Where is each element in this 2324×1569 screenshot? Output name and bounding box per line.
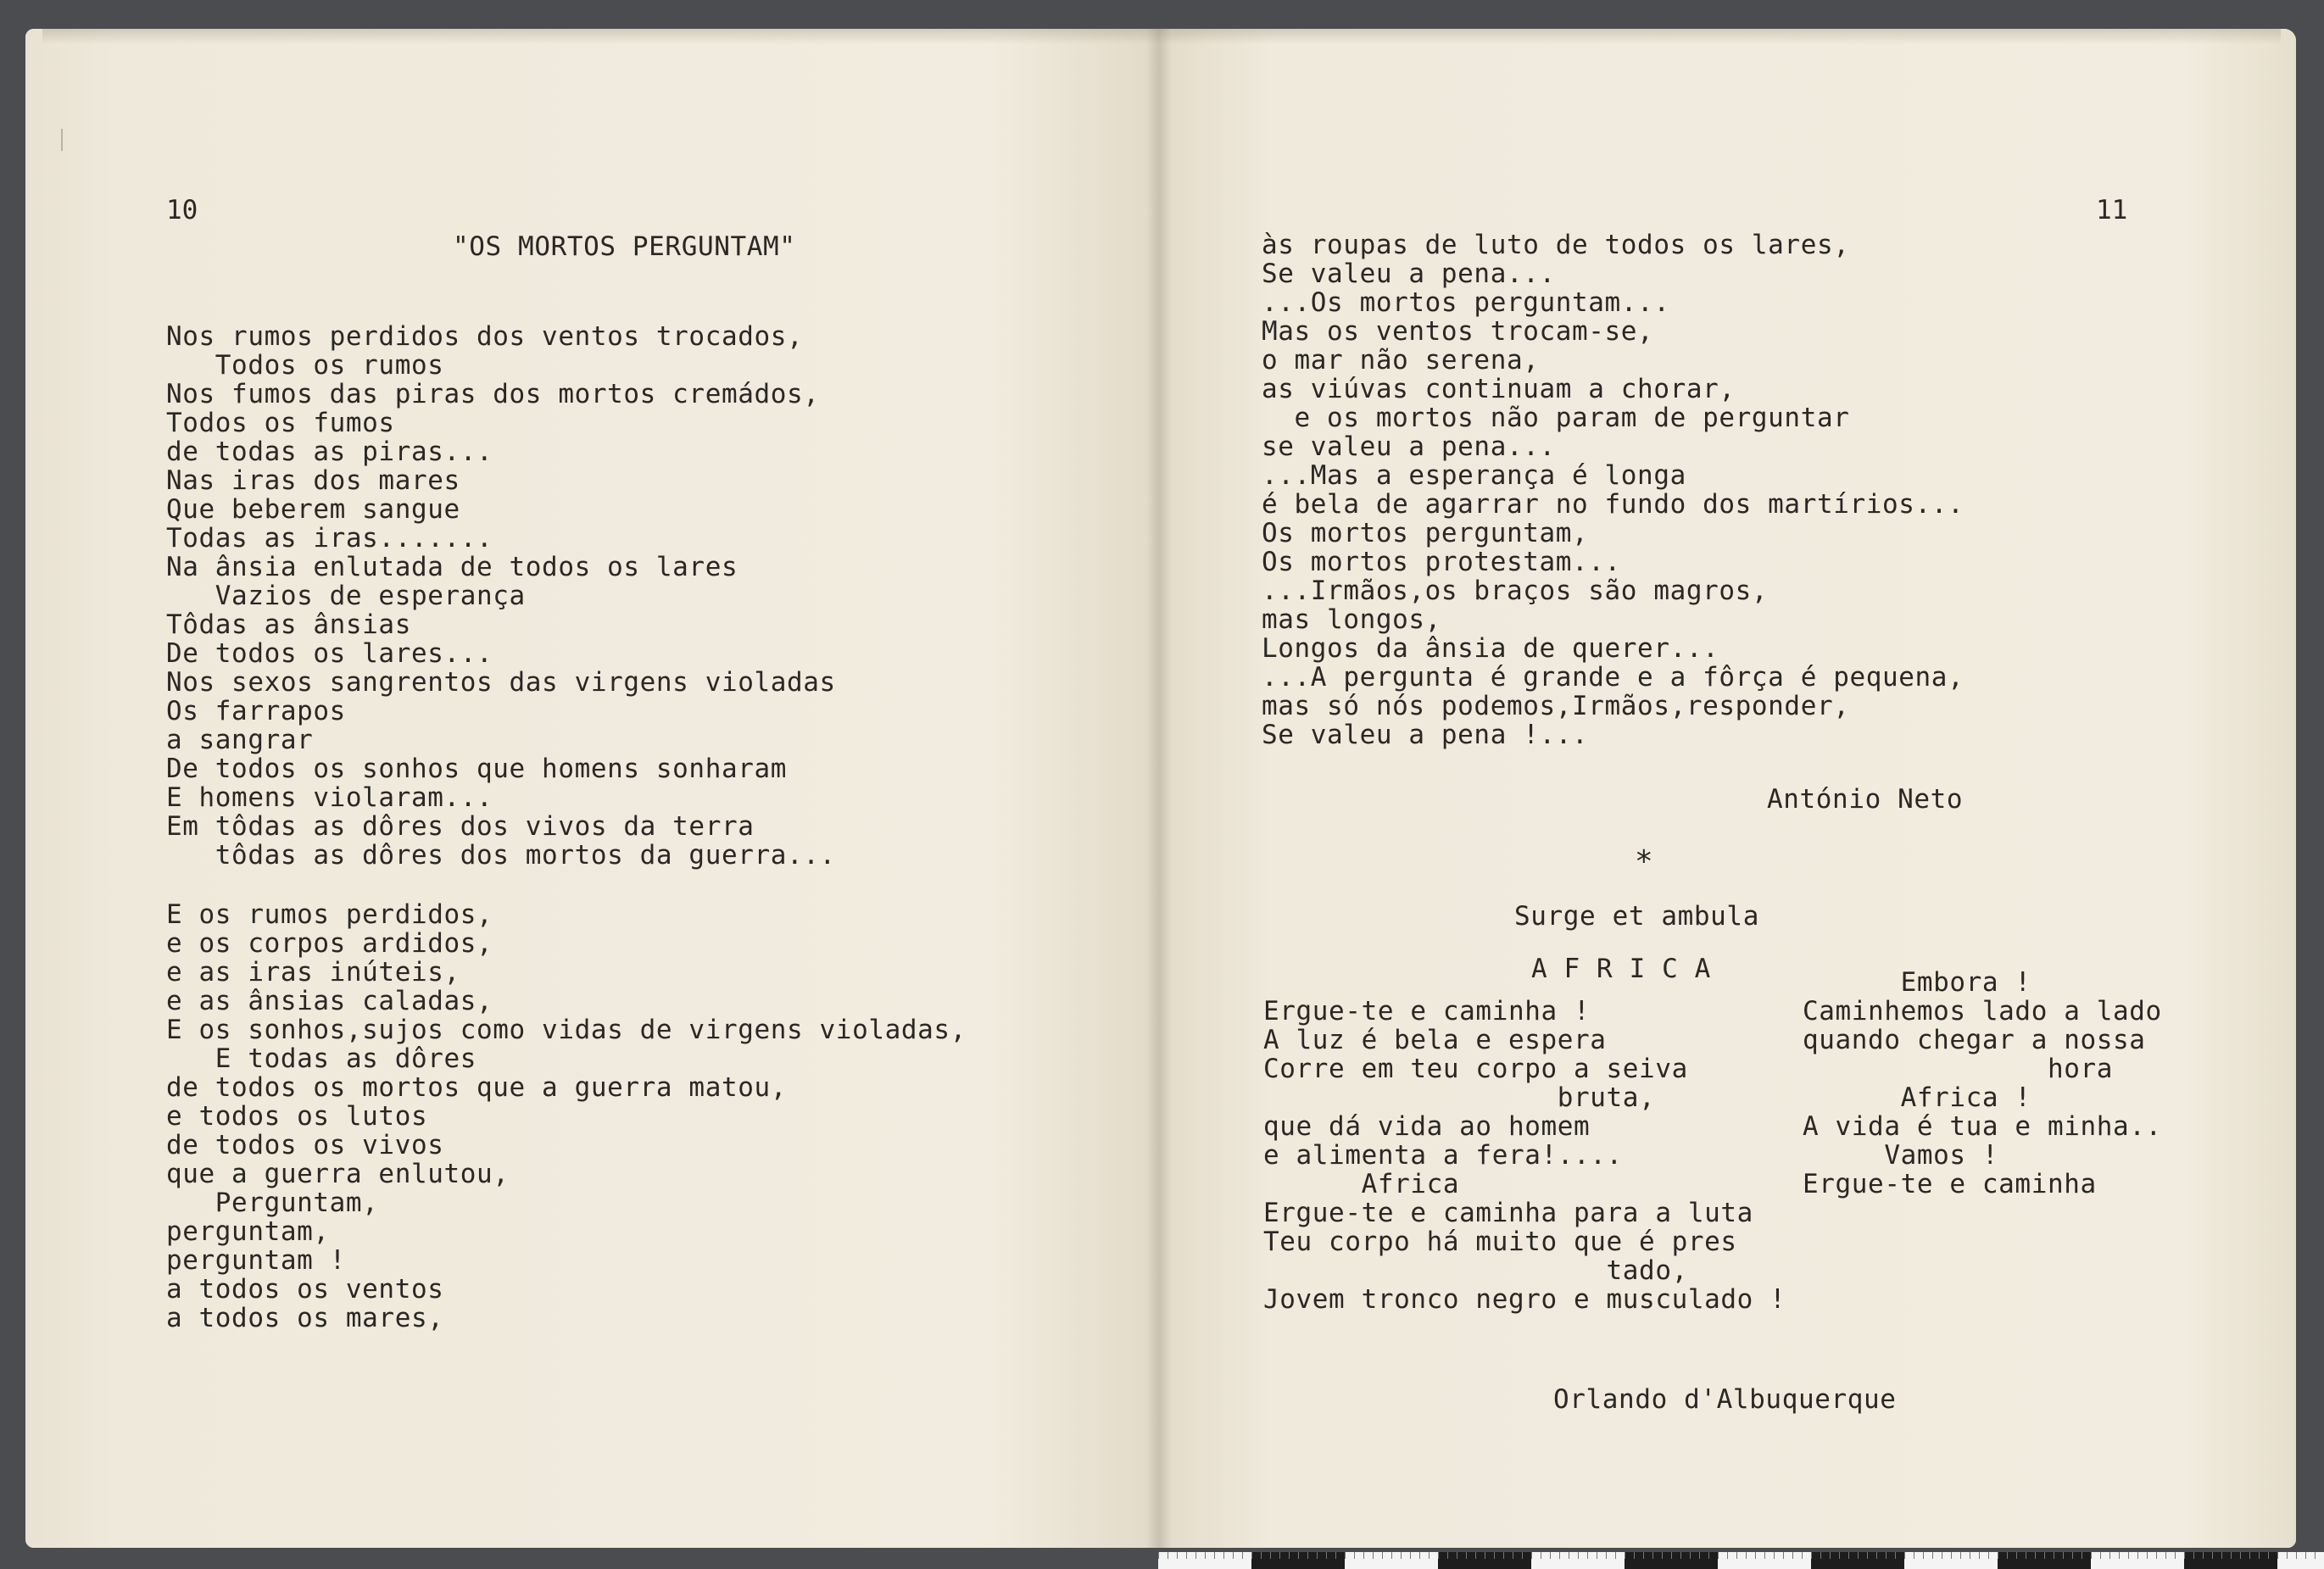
poem-line: a todos os ventos bbox=[166, 1274, 444, 1305]
poem-line: E todas as dôres bbox=[166, 1043, 477, 1074]
poem-line: Embora ! bbox=[1803, 967, 2031, 998]
poem-line: Africa ! bbox=[1803, 1082, 2031, 1113]
poem-line: E os rumos perdidos, bbox=[166, 899, 493, 930]
poem-line: e as ânsias caladas, bbox=[166, 986, 493, 1016]
poem-line: Vazios de esperança bbox=[166, 581, 526, 611]
africa-right-column bbox=[1803, 968, 2162, 1199]
poem-line: Ergue-te e caminha bbox=[1803, 1169, 2097, 1199]
left-stanza-1 bbox=[166, 322, 836, 870]
poem-line: De todos os lares... bbox=[166, 638, 493, 669]
poem-line: Todos os rumos bbox=[166, 350, 444, 381]
poem-line: Os mortos protestam... bbox=[1262, 547, 1621, 577]
author-antonio-neto: António Neto bbox=[1767, 784, 1964, 815]
left-stanza-2 bbox=[166, 900, 967, 1333]
poem-line: a todos os mares, bbox=[166, 1303, 444, 1333]
poem-line: o mar não serena, bbox=[1262, 345, 1540, 376]
poem-line: é bela de agarrar no fundo dos martírios... bbox=[1262, 489, 1965, 520]
poem-line: que dá vida ao homem bbox=[1263, 1111, 1591, 1142]
poem-line: Se valeu a pena... bbox=[1262, 259, 1556, 289]
poem-line: mas só nós podemos,Irmãos,responder, bbox=[1262, 691, 1850, 721]
poem-line: De todos os sonhos que homens sonharam bbox=[166, 754, 788, 784]
africa-left-column bbox=[1263, 997, 1786, 1314]
poem-line: a sangrar bbox=[166, 725, 314, 755]
poem-line: Nos rumos perdidos dos ventos trocados, bbox=[166, 321, 804, 352]
poem-line: Jovem tronco negro e musculado ! bbox=[1263, 1284, 1786, 1315]
author-orlando-dalbuquerque: Orlando d'Albuquerque bbox=[1553, 1384, 1897, 1415]
poem-line: Todos os fumos bbox=[166, 408, 395, 438]
poem-line: Longos da ânsia de querer... bbox=[1262, 633, 1719, 664]
poem-line: se valeu a pena... bbox=[1262, 431, 1556, 462]
poem-line: A vida é tua e minha.. bbox=[1803, 1111, 2162, 1142]
poem-line: Ergue-te e caminha para a luta bbox=[1263, 1198, 1753, 1228]
poem-line: Africa bbox=[1263, 1169, 1460, 1199]
poem-line: ...A pergunta é grande e a fôrça é pequena, bbox=[1262, 662, 1965, 693]
poem-line: Nos sexos sangrentos das virgens violadas bbox=[166, 667, 836, 698]
poem-line: Em tôdas as dôres dos vivos da terra bbox=[166, 811, 755, 842]
poem-line: mas longos, bbox=[1262, 604, 1441, 635]
poem-line: Perguntam, bbox=[166, 1188, 379, 1218]
poem-line: e alimenta a fera!.... bbox=[1263, 1140, 1623, 1171]
poem-line: Vamos ! bbox=[1803, 1140, 1999, 1171]
poem-line: Corre em teu corpo a seiva bbox=[1263, 1054, 1688, 1084]
poem-line: bruta, bbox=[1263, 1082, 1656, 1113]
poem-line: tôdas as dôres dos mortos da guerra... bbox=[166, 840, 836, 871]
poem-line: Mas os ventos trocam-se, bbox=[1262, 316, 1654, 347]
poem-line: de todos os vivos bbox=[166, 1130, 444, 1160]
africa-title: A F R I C A bbox=[1531, 954, 1711, 984]
poem-line: Os farrapos bbox=[166, 696, 346, 726]
poem-line: e os corpos ardidos, bbox=[166, 928, 493, 959]
poem-line: perguntam ! bbox=[166, 1245, 346, 1276]
poem-line: Todas as iras....... bbox=[166, 523, 493, 554]
book-gutter bbox=[1146, 29, 1172, 1548]
poem-line: e todos os lutos bbox=[166, 1101, 428, 1132]
poem-line: Ergue-te e caminha ! bbox=[1263, 996, 1591, 1027]
poem-line: Tôdas as ânsias bbox=[166, 609, 411, 640]
asterisk-separator: * bbox=[1635, 844, 1654, 879]
poem-line: A luz é bela e espera bbox=[1263, 1025, 1607, 1055]
poem-line: Na ânsia enlutada de todos os lares bbox=[166, 552, 738, 582]
open-book bbox=[25, 29, 2296, 1548]
poem-line: que a guerra enlutou, bbox=[166, 1159, 510, 1189]
right-page-number: 11 bbox=[2096, 195, 2128, 225]
poem-title: "OS MORTOS PERGUNTAM" bbox=[453, 231, 796, 262]
poem-line: E os sonhos,sujos como vidas de virgens violadas, bbox=[166, 1015, 967, 1045]
page-top-edge bbox=[42, 29, 2281, 44]
poem-line: as viúvas continuam a chorar, bbox=[1262, 374, 1736, 404]
poem-line: perguntam, bbox=[166, 1216, 330, 1247]
poem-line: Os mortos perguntam, bbox=[1262, 518, 1589, 548]
poem-line: E homens violaram... bbox=[166, 782, 493, 813]
poem-line: hora bbox=[1803, 1054, 2114, 1084]
left-page-number: 10 bbox=[166, 195, 198, 225]
poem-line: e as iras inúteis, bbox=[166, 957, 460, 988]
poem-line: ...Mas a esperança é longa bbox=[1262, 460, 1686, 491]
poem-line: Nas iras dos mares bbox=[166, 465, 460, 496]
right-continuation bbox=[1262, 231, 1964, 749]
poem-line: de todos os mortos que a guerra matou, bbox=[166, 1072, 788, 1103]
poem-line: quando chegar a nossa bbox=[1803, 1025, 2146, 1055]
poem-line: tado, bbox=[1263, 1255, 1688, 1286]
margin-mark bbox=[61, 129, 78, 151]
poem-line: Teu corpo há muito que é pres bbox=[1263, 1227, 1737, 1257]
poem-line: ...Os mortos perguntam... bbox=[1262, 287, 1670, 318]
poem-line: às roupas de luto de todos os lares, bbox=[1262, 230, 1850, 260]
poem-line: Nos fumos das piras dos mortos cremádos, bbox=[166, 379, 820, 409]
scale-ruler-ticks bbox=[1158, 1552, 2324, 1559]
poem-line: ...Irmãos,os braços são magros, bbox=[1262, 576, 1769, 606]
poem-line: Caminhemos lado a lado bbox=[1803, 996, 2162, 1027]
poem-line: e os mortos não param de perguntar bbox=[1262, 403, 1850, 433]
poem-line: Que beberem sangue bbox=[166, 494, 460, 525]
epigraph: Surge et ambula bbox=[1514, 901, 1759, 932]
poem-line: Se valeu a pena !... bbox=[1262, 720, 1589, 750]
poem-line: de todas as piras... bbox=[166, 437, 493, 467]
